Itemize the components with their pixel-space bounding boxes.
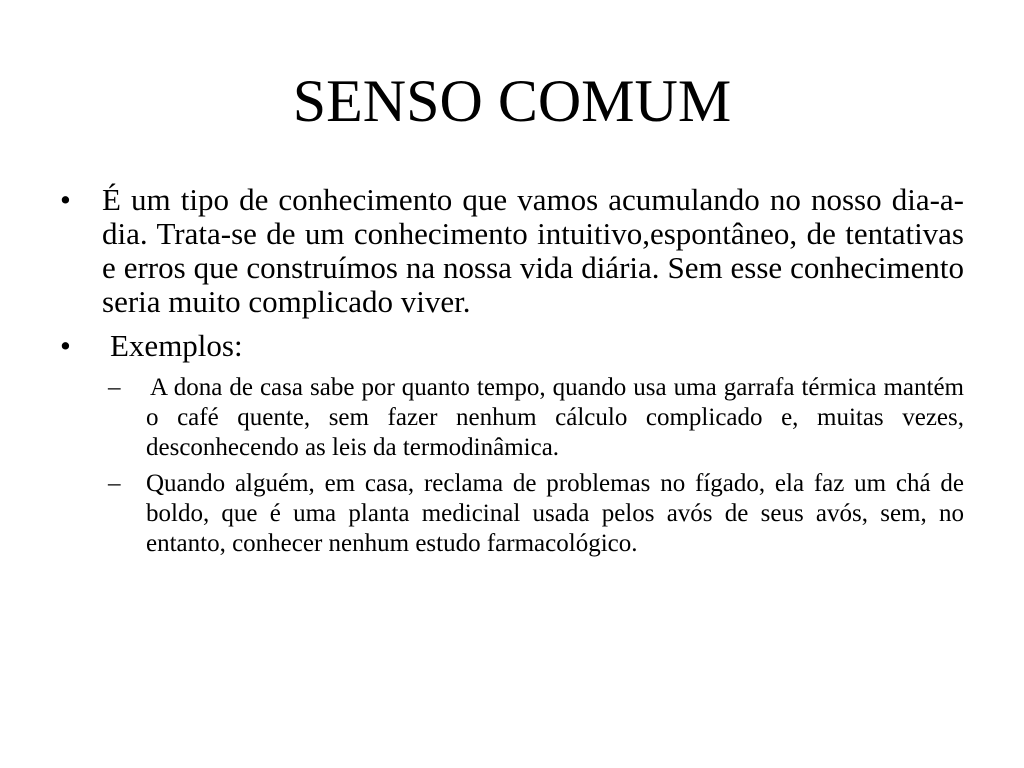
bullet-definition-text: É um tipo de conhecimento que vamos acumulando no nosso dia-a-dia. Trata-se de um conhecimento intuitivo,espontâneo, de tentativas e erros que construímos na nossa vida diária. Sem esse conhecimento seria muito complicado viver. xyxy=(102,182,964,319)
bullet-examples-text: Exemplos: xyxy=(110,328,243,363)
bullet-examples xyxy=(60,329,964,363)
slide-title: SENSO COMUM xyxy=(292,68,732,134)
dash-marker: – xyxy=(108,374,121,401)
examples-list xyxy=(60,373,964,559)
example-thermos-text: A dona de casa sabe por quanto tempo, quando usa uma garrafa térmica mantém o café quente, sem fazer nenhum cálculo complicado e, muitas vezes, desconhecendo as leis da termodinâmica. xyxy=(146,374,964,461)
example-item-boldo-tea xyxy=(60,469,964,559)
bullet-definition xyxy=(60,183,964,319)
bullet-marker: • xyxy=(60,182,71,217)
dash-marker: – xyxy=(108,470,121,497)
bullet-marker: • xyxy=(60,328,71,363)
example-item-thermos xyxy=(60,373,964,463)
slide-content xyxy=(60,183,964,565)
example-boldo-tea-text: Quando alguém, em casa, reclama de problemas no fígado, ela faz um chá de boldo, que é uma planta medicinal usada pelos avós de seus avós, sem, no entanto, conhecer nenhum estudo farmacológico. xyxy=(146,470,964,557)
